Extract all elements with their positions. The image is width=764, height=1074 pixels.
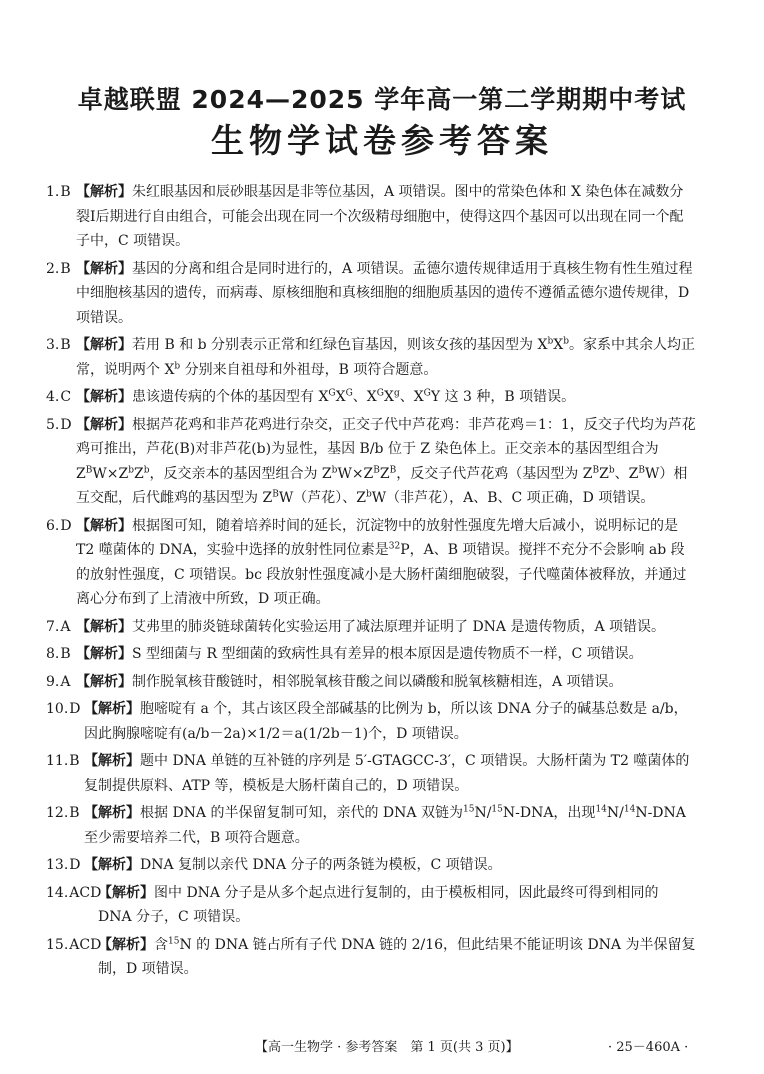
explanation-text: Z — [133, 465, 144, 482]
footer-page-info: 【高一生物学 · 参考答案 第 1 页(共 3 页)】 — [255, 1040, 519, 1055]
explanation-text: 若用 B 和 b 分别表示正常和红绿色盲基因，则该女孩的基因型为 X — [132, 337, 548, 353]
explanation-text: 、X — [352, 389, 377, 405]
explanation-text: Z — [599, 465, 609, 482]
answer-choice: B — [69, 805, 80, 821]
question-number: 13. — [46, 857, 69, 873]
answer-number — [46, 413, 72, 438]
explanation-tag: 【解析】 — [76, 260, 132, 277]
answer-choice: A — [60, 618, 71, 635]
answer-item — [46, 180, 696, 254]
answer-number — [46, 257, 71, 282]
explanation-text: DNA 复制以亲代 DNA 分子的两条链为模板，C 项错误。 — [140, 857, 502, 873]
answer-item — [46, 853, 696, 878]
answer-item — [46, 670, 696, 695]
explanation — [76, 261, 693, 326]
superscript: 15 — [462, 804, 475, 815]
question-number: 7. — [46, 618, 60, 635]
page-footer — [0, 1036, 764, 1060]
superscript: B — [389, 464, 397, 475]
explanation-text: N-DNA，出现 — [502, 805, 596, 821]
question-number: 4. — [46, 389, 60, 405]
explanation — [84, 805, 686, 846]
explanation — [76, 619, 665, 635]
explanation — [98, 937, 696, 978]
explanation-text: W）相互交配，后代雌鸡的基因型为 Z — [76, 465, 688, 506]
explanation-text: 、X — [399, 389, 424, 405]
question-number: 10. — [46, 701, 69, 717]
page-title: 卓越联盟 2024—2025 学年高一第二学期期中考试 — [77, 85, 687, 114]
explanation-text: 题中 DNA 单链的互补链的序列是 5′-GTAGCC-3′，C 项错误。大肠杆菌为 T2 噬菌体的复制提供原料、ATP 等，模板是大肠杆菌自己的，D 项错误。 — [84, 753, 690, 794]
answer-choice: D — [60, 416, 72, 433]
answer-choice: D — [69, 857, 81, 873]
explanation-text: 朱红眼基因和辰砂眼基因是非等位基因，A 项错误。图中的常染色体和 X 染色体在减数分裂Ⅰ后期进行自由组合，可能会出现在同一个次级精母细胞中，使得这四个基因可以出现在同一个配子中，C 项错误。 — [76, 184, 684, 249]
explanation-text: N/ — [606, 805, 624, 821]
explanation-tag: 【解析】 — [76, 389, 132, 405]
explanation-text: X — [553, 337, 564, 353]
superscript: 14 — [595, 804, 607, 815]
explanation — [76, 389, 575, 405]
answer-number — [46, 385, 71, 410]
explanation-text: N-DNA 至少需要培养二代，B 项符合题意。 — [84, 805, 686, 846]
answer-item — [46, 933, 696, 982]
explanation-text: W×Z — [92, 465, 129, 482]
explanation-tag: 【解析】 — [76, 618, 132, 635]
explanation-text: W（非芦花），A、B、C 项正确，D 项错误。 — [371, 490, 655, 506]
explanation-text: Z — [379, 465, 390, 482]
explanation-tag: 【解析】 — [98, 936, 154, 953]
answer-item — [46, 413, 696, 511]
explanation-text: W（芦花）、Z — [278, 490, 366, 506]
answer-number — [46, 514, 72, 539]
explanation-text: 根据图可知，随着培养时间的延长，沉淀物中的放射性强度先增大后减小，说明标记的是 T2 噬菌体的 DNA，实验中选择的放射性同位素是 — [76, 517, 678, 558]
explanation-text: 患该遗传病的个体的基因型有 X — [132, 389, 329, 405]
superscript: b — [128, 464, 134, 475]
answer-item — [46, 801, 696, 850]
explanation-tag: 【解析】 — [98, 884, 154, 901]
superscript: 14 — [623, 804, 636, 815]
explanation — [76, 417, 696, 507]
explanation-tag: 【解析】 — [84, 857, 140, 873]
answer-choice: B — [60, 260, 71, 277]
superscript: G — [328, 388, 336, 399]
answer-choice: D — [69, 701, 81, 717]
answer-number — [46, 749, 80, 774]
superscript: B — [85, 464, 93, 475]
explanation — [76, 646, 643, 662]
explanation-tag: 【解析】 — [76, 184, 132, 200]
question-number: 14. — [46, 884, 69, 901]
explanation — [76, 337, 695, 378]
explanation-text: 根据芦花鸡和非芦花鸡进行杂交，正交子代中芦花鸡：非芦花鸡＝1：1，反交子代均为芦花鸡可推出，芦花(B)对非芦花(b)为显性，基因 B/b 位于 Z 染色体上。正交亲本的基因型组合为 Z — [76, 416, 696, 482]
answer-number — [46, 881, 101, 906]
explanation-tag: 【解析】 — [76, 673, 132, 690]
answer-item — [46, 642, 696, 667]
answer-choice: D — [60, 517, 72, 534]
footer-code: · 25－460A · — [608, 1040, 689, 1055]
answer-item — [46, 749, 696, 798]
explanation-text: X — [383, 389, 394, 405]
answer-choice: B — [60, 337, 71, 353]
explanation — [84, 857, 502, 873]
answer-item — [46, 333, 696, 382]
answer-choice: B — [60, 184, 71, 200]
answer-choice: C — [60, 389, 72, 405]
explanation-text: 根据 DNA 的半保留复制可知，亲代的 DNA 双链为 — [140, 805, 463, 821]
question-number: 2. — [46, 260, 60, 277]
explanation-text: 艾弗里的肺炎链球菌转化实验运用了减法原理并证明了 DNA 是遗传物质，A 项错误。 — [132, 618, 666, 635]
superscript: 32 — [388, 541, 401, 552]
question-number: 3. — [46, 337, 60, 353]
superscript: B — [373, 464, 380, 475]
answer-item — [46, 697, 696, 746]
question-number: 6. — [46, 517, 60, 534]
superscript: b — [143, 464, 150, 475]
answer-item — [46, 615, 696, 640]
explanation-tag: 【解析】 — [84, 701, 140, 717]
superscript: B — [592, 464, 600, 475]
explanation-text: P，A、B 项错误。搅拌不充分不会影响 ab 段的放射性强度，C 项错误。bc 段放射性强度减小是大肠杆菌细胞破裂，子代噬菌体被释放，并通过离心分布到了上清液中所致，D 项正确。 — [76, 542, 687, 607]
explanation-tag: 【解析】 — [76, 416, 132, 433]
explanation-tag: 【解析】 — [76, 337, 132, 353]
explanation-text: 胞嘧啶有 a 个，其占该区段全部碱基的比例为 b，所以该 DNA 分子的碱基总数是 a/b，因此胸腺嘧啶有(a/b－2a)×1/2＝a(1/2b－1)个，D 项错误。 — [84, 701, 688, 742]
explanation-tag: 【解析】 — [84, 753, 140, 769]
explanation-text: ，反交亲本的基因型组合为 Z — [149, 465, 332, 482]
superscript: B — [272, 489, 279, 500]
answer-item — [46, 514, 696, 612]
question-number: 8. — [46, 646, 60, 662]
answer-number — [46, 615, 70, 640]
answer-choice: B — [69, 753, 80, 769]
answer-choice: B — [60, 646, 71, 662]
explanation-text: 、Z — [614, 465, 639, 482]
explanation-tag: 【解析】 — [84, 805, 140, 821]
explanation — [76, 518, 686, 608]
explanation — [76, 674, 623, 690]
superscript: G — [423, 388, 431, 399]
explanation-tag: 【解析】 — [76, 646, 132, 662]
superscript: b — [547, 336, 554, 347]
superscript: 15 — [491, 804, 503, 815]
explanation-tag: 【解析】 — [76, 517, 132, 534]
explanation — [76, 184, 684, 249]
explanation-text: N 的 DNA 链占所有子代 DNA 链的 2/16，但此结果不能证明该 DNA 为半保留复制，D 项错误。 — [98, 936, 696, 977]
superscript: 15 — [168, 935, 180, 946]
explanation — [98, 885, 658, 926]
explanation-text: 。家系中其余人均正常，说明两个 X — [76, 337, 695, 378]
explanation-text: 图中 DNA 分子是从多个起点进行复制的，由于模板相同，因此最终可得到相同的 DNA 分子，C 项错误。 — [98, 884, 659, 925]
superscript: b — [365, 489, 372, 500]
explanation-text: X — [335, 389, 346, 405]
answer-number — [46, 180, 71, 205]
answer-item — [46, 257, 696, 331]
answer-number — [46, 642, 71, 667]
explanation — [84, 701, 688, 742]
explanation-text: 基因的分离和组合是同时进行的，A 项错误。孟德尔遗传规律适用于真核生物有性生殖过程中细胞核基因的遗传，而病毒、原核细胞和真核细胞的细胞质基因的遗传不遵循孟德尔遗传规律，D 项错误。 — [76, 260, 693, 326]
superscript: G — [376, 388, 384, 399]
answer-number — [46, 670, 70, 695]
answer-number — [46, 697, 81, 722]
superscript: B — [638, 464, 645, 475]
question-number: 9. — [46, 673, 60, 690]
explanation-text: ，反交子代芦花鸡（基因型为 Z — [396, 465, 593, 482]
explanation-text: S 型细菌与 R 型细菌的致病性具有差异的根本原因是遗传物质不一样，C 项错误。 — [132, 646, 643, 662]
answer-number — [46, 801, 80, 826]
question-number: 12. — [46, 805, 69, 821]
question-number: 15. — [46, 936, 69, 953]
question-number: 5. — [46, 416, 60, 433]
explanation-text: 含 — [154, 936, 168, 953]
explanation-text: 分别来自祖母和外祖母，B 项符合题意。 — [180, 361, 438, 378]
superscript: G — [345, 388, 353, 399]
answer-item — [46, 385, 696, 410]
answer-choice: ACD — [69, 884, 102, 901]
explanation-text: N/ — [474, 805, 492, 821]
page-subtitle: 生物学试卷参考答案 — [211, 121, 553, 160]
answer-item — [46, 881, 696, 930]
superscript: g — [393, 388, 400, 399]
explanation-text: Y 这 3 种，B 项错误。 — [430, 389, 576, 405]
answer-choice: A — [60, 673, 71, 690]
superscript: b — [174, 360, 181, 371]
answer-number — [46, 933, 101, 958]
answer-number — [46, 333, 71, 358]
question-number: 11. — [46, 753, 69, 769]
explanation-text: 制作脱氧核苷酸链时，相邻脱氧核苷酸之间以磷酸和脱氧核糖相连，A 项错误。 — [132, 673, 623, 690]
superscript: b — [331, 464, 338, 475]
question-number: 1. — [46, 184, 60, 200]
answer-list — [46, 180, 696, 985]
superscript: b — [563, 336, 569, 347]
answer-number — [46, 853, 81, 878]
explanation — [84, 753, 689, 794]
superscript: b — [608, 464, 615, 475]
explanation-text: W×Z — [337, 465, 374, 482]
answer-choice: ACD — [69, 936, 102, 953]
